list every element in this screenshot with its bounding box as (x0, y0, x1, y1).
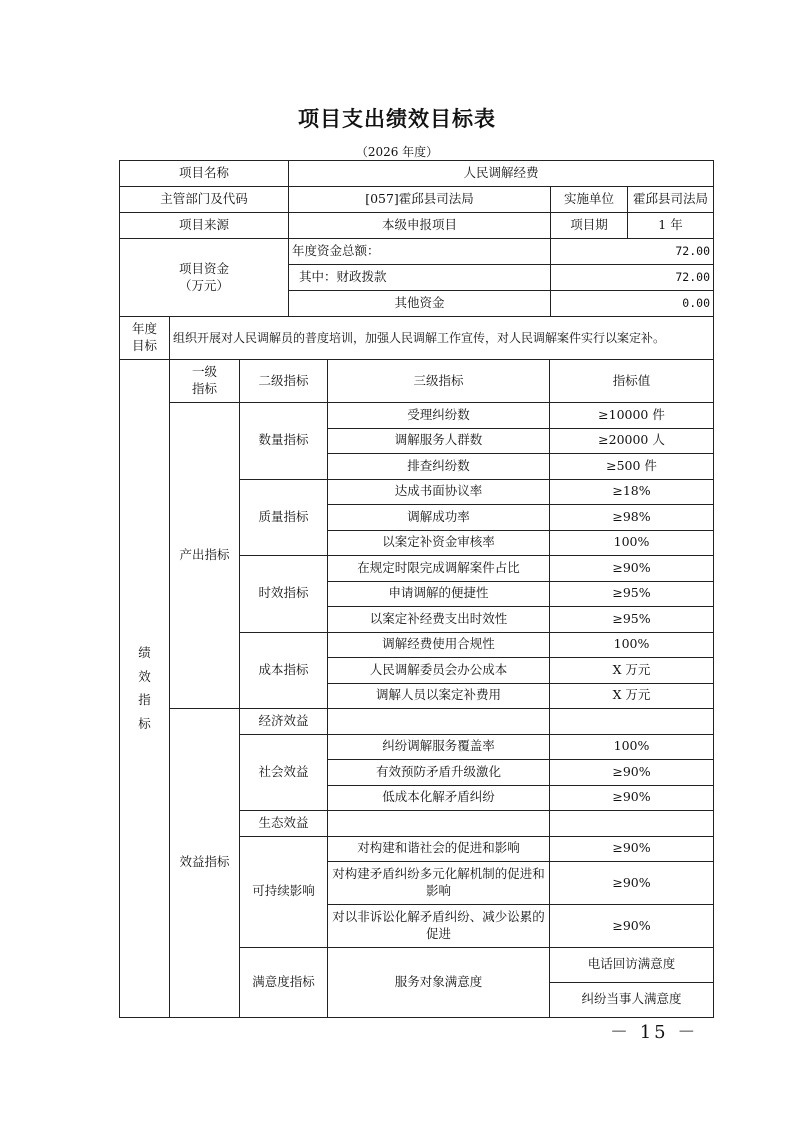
indicator-value: ≥90% (550, 836, 714, 862)
project-name-label: 项目名称 (120, 161, 289, 187)
goal-label (120, 317, 170, 360)
indicator-value: X 万元 (550, 683, 714, 709)
indicator-name: 在规定时限完成调解案件占比 (328, 556, 550, 582)
goal-text: 组织开展对人民调解员的普度培训，加强人民调解工作宣传，对人民调解案件实行以案定补。 (170, 317, 714, 360)
indicator-value: X 万元 (550, 658, 714, 684)
total-funds-label: 年度资金总额： (289, 239, 551, 265)
economic-indicator-label: 经济效益 (240, 709, 328, 735)
col-level2-header: 二级指标 (240, 360, 328, 403)
indicator-name: 对以非诉讼化解矛盾纠纷、减少讼累的促进 (328, 905, 550, 948)
indicator-name: 对构建和谐社会的促进和影响 (328, 836, 550, 862)
goal-label-line1: 年度 (131, 321, 157, 337)
indicator-value: ≥90% (550, 862, 714, 905)
source-label: 项目来源 (120, 213, 289, 239)
indicator-value: 100% (550, 734, 714, 760)
section-char: 指 (138, 692, 151, 708)
period-label: 项目期 (551, 213, 628, 239)
other-funds-label: 其他资金 (289, 291, 551, 317)
indicator-name: 调解经费使用合规性 (328, 632, 550, 658)
timeliness-indicator-label: 时效指标 (240, 556, 328, 633)
satisfaction-indicator-label: 满意度指标 (240, 948, 328, 1018)
indicator-name: 有效预防矛盾升级激化 (328, 760, 550, 786)
indicator-value (550, 811, 714, 837)
indicator-name (328, 811, 550, 837)
dept-label: 主管部门及代码 (120, 187, 289, 213)
indicator-value: ≥90% (550, 556, 714, 582)
dept-value: [057]霍邱县司法局 (289, 187, 551, 213)
fiscal-funds-value: 72.00 (551, 265, 714, 291)
indicator-name: 纠纷调解服务覆盖率 (328, 734, 550, 760)
indicator-name: 以案定补资金审核率 (328, 530, 550, 556)
indicator-name: 排查纠纷数 (328, 454, 550, 480)
indicator-value: 100% (550, 632, 714, 658)
col-value-header: 指标值 (550, 360, 714, 403)
indicator-value: ≥90% (550, 785, 714, 811)
page-number: － 15 － (610, 1022, 699, 1043)
output-indicator-label: 产出指标 (170, 403, 240, 709)
funds-table (119, 238, 713, 317)
impl-label: 实施单位 (551, 187, 628, 213)
indicator-name: 达成书面协议率 (328, 479, 550, 505)
indicator-name (328, 709, 550, 735)
other-funds-value: 0.00 (551, 291, 714, 317)
funds-label-line2: （万元） (178, 277, 229, 293)
indicator-value: 100% (550, 530, 714, 556)
funds-label (120, 239, 289, 317)
impl-value: 霍邱县司法局 (628, 187, 714, 213)
annual-goal-table (119, 316, 713, 360)
project-header-table (119, 160, 713, 239)
indicator-name: 受理纠纷数 (328, 403, 550, 429)
indicator-value (550, 709, 714, 735)
goal-label-line2: 目标 (131, 338, 157, 353)
indicator-value: ≥95% (550, 581, 714, 607)
total-funds-value: 72.00 (551, 239, 714, 265)
performance-indicators-table (119, 359, 713, 1018)
indicator-value: ≥98% (550, 505, 714, 531)
project-name-value: 人民调解经费 (289, 161, 714, 187)
fiscal-funds-label: 其中：财政拨款 (289, 265, 551, 291)
indicator-name: 低成本化解矛盾纠纷 (328, 785, 550, 811)
col-level1-line2: 指标 (191, 381, 217, 396)
quantity-indicator-label: 数量指标 (240, 403, 328, 480)
section-char: 效 (138, 668, 151, 684)
social-indicator-label: 社会效益 (240, 734, 328, 811)
indicator-name: 调解服务人群数 (328, 428, 550, 454)
indicator-name: 以案定补经费支出时效性 (328, 607, 550, 633)
col-level1-line1: 一级 (191, 364, 217, 380)
col-level1-header (170, 360, 240, 403)
year-label: （2026 年度） (355, 145, 439, 159)
indicators-section-label (120, 360, 170, 1018)
funds-label-line1: 项目资金 (178, 260, 229, 276)
document-title: 项目支出绩效目标表 (298, 106, 496, 131)
indicator-value: ≥95% (550, 607, 714, 633)
effect-indicator-label: 效益指标 (170, 709, 240, 1018)
period-value: 1 年 (628, 213, 714, 239)
indicator-value: ≥10000 件 (550, 403, 714, 429)
ecological-indicator-label: 生态效益 (240, 811, 328, 837)
section-char: 绩 (138, 644, 151, 660)
service-indicator-label: 服务对象满意度 (328, 948, 550, 1018)
source-value: 本级申报项目 (289, 213, 551, 239)
section-char: 标 (138, 716, 151, 731)
sustainable-indicator-label: 可持续影响 (240, 836, 328, 948)
indicator-name: 调解成功率 (328, 505, 550, 531)
indicator-name: 调解人员以案定补费用 (328, 683, 550, 709)
cost-indicator-label: 成本指标 (240, 632, 328, 709)
quality-indicator-label: 质量指标 (240, 479, 328, 556)
indicator-name: 申请调解的便捷性 (328, 581, 550, 607)
indicator-value: ≥90% (550, 905, 714, 948)
indicator-value: ≥500 件 (550, 454, 714, 480)
indicator-name: 人民调解委员会办公成本 (328, 658, 550, 684)
indicator-value: ≥18% (550, 479, 714, 505)
indicator-name: 对构建矛盾纠纷多元化解机制的促进和影响 (328, 862, 550, 905)
indicator-value: ≥20000 人 (550, 428, 714, 454)
indicator-name: 电话回访满意度 (550, 948, 714, 983)
col-level3-header: 三级指标 (328, 360, 550, 403)
indicator-name: 纠纷当事人满意度 (550, 982, 714, 1017)
indicator-value: ≥90% (550, 760, 714, 786)
